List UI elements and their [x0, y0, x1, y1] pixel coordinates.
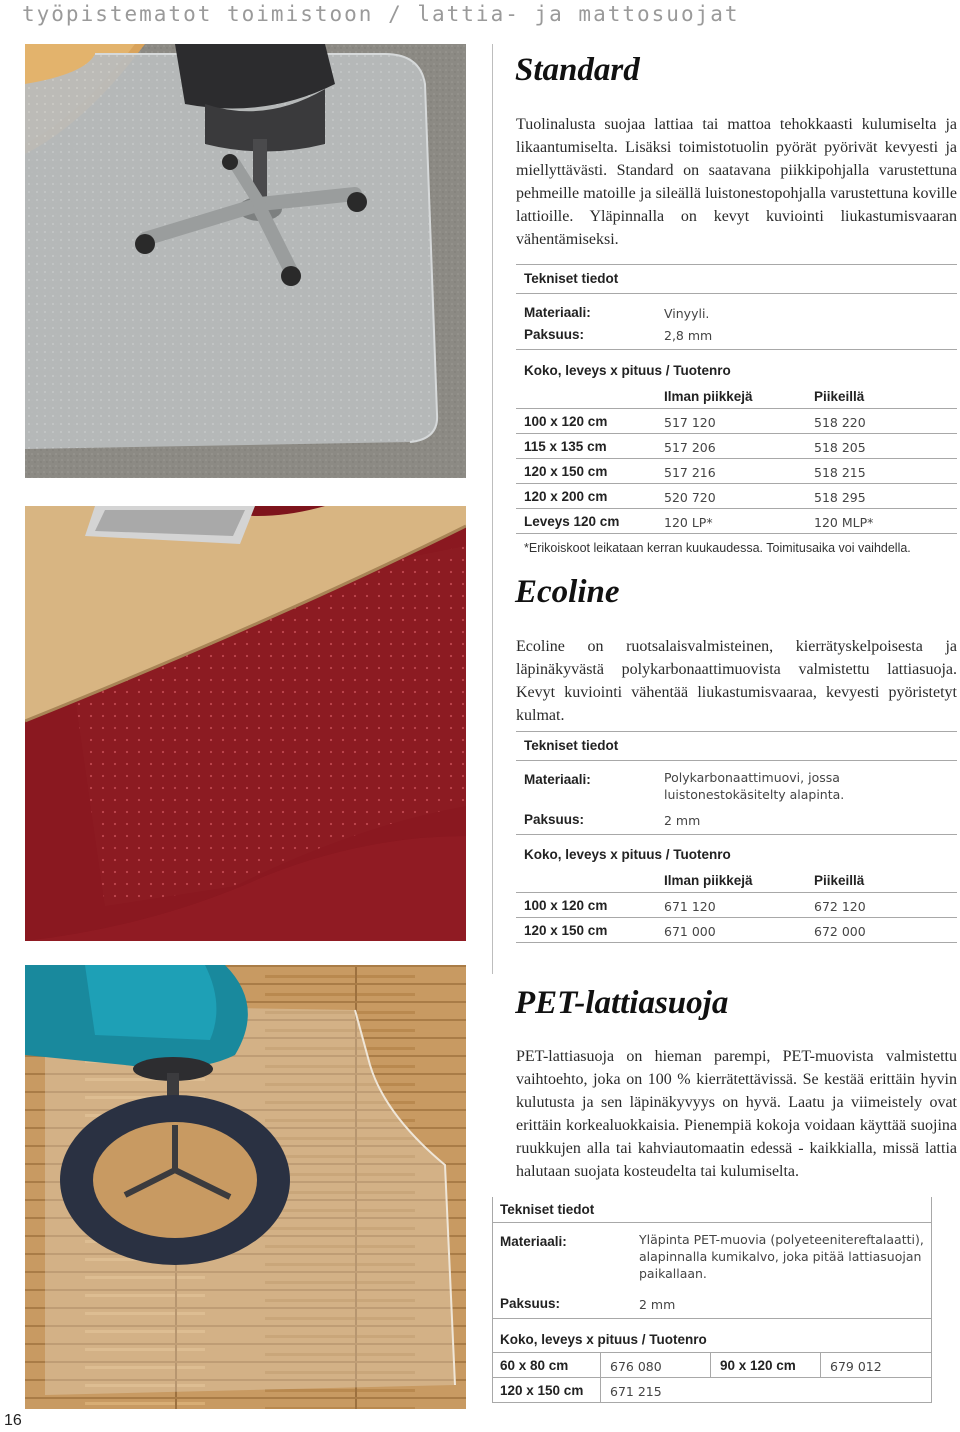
row-size: 100 x 120 cm	[524, 898, 608, 913]
thickness-value: 2 mm	[639, 1297, 676, 1312]
material-label: Materiaali:	[524, 305, 591, 320]
table-row	[516, 484, 957, 509]
material-label: Materiaali:	[500, 1234, 567, 1249]
row-with: 518 220	[814, 415, 866, 430]
tech-heading: Tekniset tiedot	[524, 271, 619, 286]
row-size-2: 90 x 120 cm	[720, 1358, 796, 1373]
table-row	[516, 918, 957, 943]
ecoline-product-photo	[25, 506, 466, 941]
material-label: Materiaali:	[524, 772, 591, 787]
cell-divider	[710, 1353, 711, 1378]
col-without-spikes: Ilman piikkejä	[664, 389, 753, 404]
table-row	[516, 434, 957, 459]
row-without: 671 120	[664, 899, 716, 914]
size-heading-row	[492, 1328, 932, 1353]
standard-spec-table	[516, 264, 957, 534]
tech-heading: Tekniset tiedot	[500, 1202, 595, 1217]
col-without-spikes: Ilman piikkejä	[664, 873, 753, 888]
table-row	[492, 1353, 932, 1378]
table-row	[516, 459, 957, 484]
row-size: 120 x 200 cm	[524, 489, 608, 504]
material-row	[516, 769, 957, 809]
row-with: 120 MLP*	[814, 515, 874, 530]
row-without: 671 000	[664, 924, 716, 939]
thickness-value: 2 mm	[664, 813, 701, 828]
column-divider	[492, 44, 493, 974]
pet-title: PET-lattiasuoja	[515, 985, 729, 1021]
row-size: Leveys 120 cm	[524, 514, 620, 529]
material-row	[516, 302, 957, 324]
tech-heading: Tekniset tiedot	[524, 738, 619, 753]
row-with: 672 120	[814, 899, 866, 914]
size-heading: Koko, leveys x pituus / Tuotenro	[524, 847, 731, 862]
special-sizes-note: *Erikoiskoot leikataan kerran kuukaudessa. Toimitusaika voi vaihdella.	[524, 541, 911, 555]
table-right-border	[931, 1197, 932, 1402]
table-row	[516, 409, 957, 434]
thickness-label: Paksuus:	[524, 327, 585, 342]
row-size: 100 x 120 cm	[524, 414, 608, 429]
thickness-label: Paksuus:	[500, 1296, 561, 1311]
table-row	[492, 1378, 932, 1403]
thickness-row	[516, 809, 957, 835]
pet-description: PET-lattiasuoja on hieman parempi, PET-muovista valmistettu vaihtoehto, joka on 100 % kierrätettävissä. Se kestää erittäin hyvin kulutusta ja sen läpinäkyvyys on hyvä. Laatu ja viimeistely ovat erittäin korkealuokkaisia. Pienempiä kokoja voidaan käyttää suojina ruukkujen alla tai kahviautomaatin edessä - kaikkialla, missä lattia halutaan suojata kosteudelta tai kulumiselta.	[516, 1048, 957, 1180]
thickness-label: Paksuus:	[524, 812, 585, 827]
standard-title: Standard	[515, 52, 640, 88]
thickness-row	[492, 1293, 932, 1319]
size-heading: Koko, leveys x pituus / Tuotenro	[500, 1332, 707, 1347]
page-header: työpistematot toimistoon / lattia- ja mattosuojat	[22, 2, 740, 26]
table-row	[516, 509, 957, 534]
ecoline-spec-table	[516, 731, 957, 943]
page-number: 16	[4, 1412, 22, 1429]
standard-description: Tuolinalusta suojaa lattiaa tai mattoa tehokkaasti kulumiselta ja likaantumiselta. Lisäksi toimistotuolin pyörät pyörivät kevyesti ja miellyttävästi. Standard on saatavana piikkipohjalla varustettuna pehmeille matoille ja sileällä luistonestopohjalla varustettuna koville lattioille. Yläpinnalla on kevyt kuviointi liukastumisvaaran vähentämiseksi.	[516, 116, 957, 248]
row-num-1: 676 080	[610, 1359, 662, 1374]
row-with: 518 215	[814, 465, 866, 480]
tech-heading-row	[516, 264, 957, 294]
row-size: 120 x 150 cm	[524, 923, 608, 938]
row-size: 115 x 135 cm	[524, 439, 607, 454]
row-without: 520 720	[664, 490, 716, 505]
column-header-row	[516, 384, 957, 409]
thickness-value: 2,8 mm	[664, 328, 713, 343]
size-heading-row	[516, 844, 957, 868]
material-value: Polykarbonaattimuovi, jossa luistonestokäsitelty alapinta.	[664, 770, 845, 802]
material-value: Vinyyli.	[664, 306, 710, 321]
thickness-row	[516, 324, 957, 350]
row-without: 517 206	[664, 440, 716, 455]
row-num-2: 679 012	[830, 1359, 882, 1374]
material-row	[492, 1231, 932, 1293]
standard-product-photo	[25, 44, 466, 478]
pet-spec-table	[492, 1197, 932, 1403]
row-without: 517 120	[664, 415, 716, 430]
tech-heading-row	[516, 731, 957, 761]
row-with: 518 295	[814, 490, 866, 505]
row-without: 120 LP*	[664, 515, 713, 530]
row-without: 517 216	[664, 465, 716, 480]
column-header-row	[516, 868, 957, 893]
material-value: Yläpinta PET-muovia (polyeteenitereftalaatti), alapinnalla kumikalvo, joka pitää lattiasuojan paikallaan.	[639, 1232, 924, 1281]
pet-product-photo	[25, 965, 466, 1409]
row-num-1: 671 215	[610, 1384, 662, 1399]
cell-divider	[600, 1378, 601, 1403]
ecoline-title: Ecoline	[515, 574, 620, 610]
row-size-1: 60 x 80 cm	[500, 1358, 569, 1373]
cell-divider	[600, 1353, 601, 1378]
ecoline-description: Ecoline on ruotsalaisvalmisteinen, kierrätyskelpoisesta ja läpinäkyvästä polykarbonaattimuovista valmistettu lattiasuoja. Kevyt kuviointi vähentää liukastumisvaaraa, kevyesti pyöristetyt kulmat.	[516, 638, 957, 724]
row-size-1: 120 x 150 cm	[500, 1383, 584, 1398]
size-heading-row	[516, 360, 957, 384]
row-with: 518 205	[814, 440, 866, 455]
size-heading: Koko, leveys x pituus / Tuotenro	[524, 363, 731, 378]
row-with: 672 000	[814, 924, 866, 939]
col-with-spikes: Piikeillä	[814, 873, 865, 888]
col-with-spikes: Piikeillä	[814, 389, 865, 404]
table-row	[516, 893, 957, 918]
row-size: 120 x 150 cm	[524, 464, 608, 479]
table-left-border	[492, 1197, 493, 1402]
cell-divider	[820, 1353, 821, 1378]
tech-heading-row	[492, 1197, 932, 1223]
